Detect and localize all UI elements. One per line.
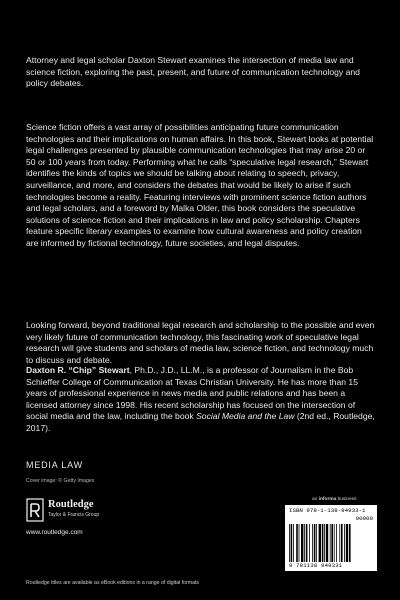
- barcode-stripe: [316, 524, 317, 562]
- barcode-stripe: [293, 524, 294, 562]
- barcode-stripe: [291, 524, 293, 562]
- barcode-stripe: [336, 524, 337, 562]
- publisher-url: www.routledge.com: [26, 529, 83, 536]
- subject-category: MEDIA LAW: [26, 460, 83, 470]
- description-paragraph: Science fiction offers a vast array of possibilities anticipating future communication technologies and their implications on human affairs. In this book, Stewart looks at potential legal challenges presented by plausible communication technologies that may arise 20 or 50 or 100 years from today. Performing what he calls “speculative legal research,” Stewart identifies the kinds of topics we should be talking about relating to speech, privacy, surveillance, and more, and considers the debates that would be likely to arise if such technologies become a reality. Featuring interviews with prominent science fiction authors and legal scholars, and a foreword by Malka Older, this book considers the speculative solutions of science fiction and their implications in law and policy scholarship. Chapters feature specific literary examples to examine how cultural awareness and policy creation are informed by fictional technology, future societies, and legal disputes.: [26, 122, 374, 248]
- author-bio: [26, 365, 376, 435]
- outlook-paragraph: Looking forward, beyond traditional legal research and scholarship to the possible and even very likely future of communication technology, this fascinating work of speculative legal research will give students and scholars of media law, science fiction, and technology much to discuss and debate.: [26, 320, 375, 365]
- informa-suffix: business: [336, 497, 357, 502]
- barcode-stripe: [324, 524, 325, 562]
- author-name: Daxton R. “Chip” Stewart: [26, 365, 130, 375]
- barcode-stripe: [349, 524, 351, 562]
- barcode-stripe: [301, 524, 303, 562]
- barcode-digits: 9 781138 949331: [289, 562, 343, 569]
- barcode-stripe: [334, 524, 335, 562]
- isbn-barcode: [285, 505, 377, 571]
- barcode-stripe: [299, 524, 300, 562]
- ebook-availability-note: Routledge titles are available as eBook editions in a range of digital formats: [26, 580, 200, 586]
- barcode-bars: [289, 524, 373, 562]
- barcode-stripe: [304, 524, 305, 562]
- publisher-name: Routledge: [48, 499, 94, 510]
- bio-book-title: Social Media and the Law: [196, 411, 295, 422]
- intro-paragraph: Attorney and legal scholar Daxton Stewart examines the intersection of media law and science fiction, exploring the past, present, and future of communication technology and policy debates.: [26, 55, 360, 89]
- barcode-stripe: [322, 524, 324, 562]
- informa-business-label: [312, 497, 357, 502]
- barcode-stripe: [319, 524, 321, 562]
- publisher-tagline: Taylor & Francis Group: [48, 512, 100, 518]
- barcode-stripe: [306, 524, 308, 562]
- barcode-stripe: [346, 524, 348, 562]
- barcode-stripe: [309, 524, 310, 562]
- barcode-stripe: [289, 524, 290, 562]
- informa-prefix: an: [312, 497, 319, 502]
- barcode-stripe: [296, 524, 298, 562]
- barcode-stripe: [339, 524, 340, 562]
- publisher-block: [26, 498, 156, 542]
- informa-brand: informa: [318, 497, 337, 502]
- barcode-stripe: [326, 524, 328, 562]
- barcode-stripe: [330, 524, 331, 562]
- barcode-stripe: [312, 524, 313, 562]
- routledge-logo-icon: [26, 498, 44, 522]
- cover-image-credit: Cover image: © Getty Images: [26, 478, 95, 484]
- barcode-stripe: [341, 524, 343, 562]
- bio-text-before-book: , Ph.D., J.D., LL.M., is a professor of Journalism in the Bob Schieffer College of Communication at Texas Christian University. He has more than 15 years of professional experience in news media and public relations and has been a licensed attorney since 1998. His recent scholarship has focused on the intersection of social media and the law, including the book: [26, 365, 358, 422]
- isbn-number: ISBN 978-1-138-94933-1: [289, 507, 366, 514]
- barcode-stripe: [344, 524, 345, 562]
- barcode-stripe: [314, 524, 316, 562]
- bio-text-after-book: (2nd ed., Routledge, 2017).: [26, 411, 375, 433]
- price-code: 90000: [355, 515, 373, 522]
- barcode-stripe: [331, 524, 333, 562]
